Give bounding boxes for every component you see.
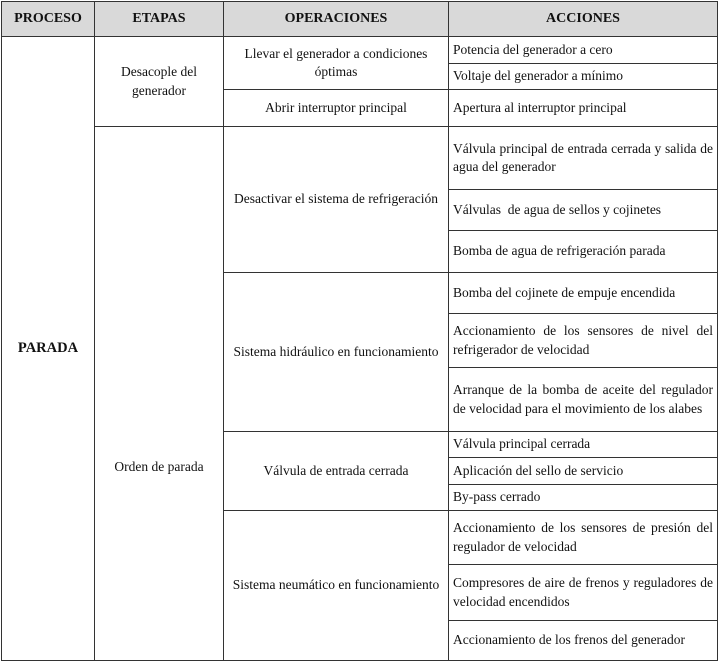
- table-row: [2, 127, 718, 190]
- action-cell: Potencia del generador a cero: [449, 37, 718, 64]
- stage-cell: Desacople del generador: [95, 37, 224, 127]
- action-cell: Válvula principal cerrada: [449, 432, 718, 458]
- table-row: [2, 37, 718, 64]
- operation-cell: Abrir interruptor principal: [224, 90, 449, 127]
- action-cell: Accionamiento de los frenos del generador: [449, 621, 718, 661]
- action-cell: Apertura al interruptor principal: [449, 90, 718, 127]
- action-cell: Arranque de la bomba de aceite del regulador de velocidad para el movimiento de los alabes: [449, 368, 718, 432]
- operation-cell: Desactivar el sistema de refrigeración: [224, 127, 449, 273]
- action-cell: By-pass cerrado: [449, 485, 718, 511]
- action-cell: Accionamiento de los sensores de presión del regulador de velocidad: [449, 511, 718, 565]
- action-cell: Compresores de aire de frenos y reguladores de velocidad encendidos: [449, 565, 718, 621]
- operation-cell: Llevar el generador a condiciones óptimas: [224, 37, 449, 90]
- operation-cell: Sistema hidráulico en funcionamiento: [224, 273, 449, 432]
- action-cell: Bomba del cojinete de empuje encendida: [449, 273, 718, 314]
- action-cell: Válvulas de agua de sellos y cojinetes: [449, 190, 718, 231]
- stage-cell: Orden de parada: [95, 127, 224, 661]
- header-operaciones: OPERACIONES: [224, 2, 449, 37]
- header-row: [2, 2, 718, 37]
- action-cell: Válvula principal de entrada cerrada y salida de agua del generador: [449, 127, 718, 190]
- action-cell: Voltaje del generador a mínimo: [449, 64, 718, 90]
- operation-cell: Sistema neumático en funcionamiento: [224, 511, 449, 661]
- action-cell: Aplicación del sello de servicio: [449, 458, 718, 485]
- process-cell: PARADA: [2, 37, 95, 661]
- action-cell: Bomba de agua de refrigeración parada: [449, 231, 718, 273]
- header-etapas: ETAPAS: [95, 2, 224, 37]
- process-table: [1, 1, 718, 661]
- header-acciones: ACCIONES: [449, 2, 718, 37]
- action-cell: Accionamiento de los sensores de nivel del refrigerador de velocidad: [449, 314, 718, 368]
- operation-cell: Válvula de entrada cerrada: [224, 432, 449, 511]
- header-proceso: PROCESO: [2, 2, 95, 37]
